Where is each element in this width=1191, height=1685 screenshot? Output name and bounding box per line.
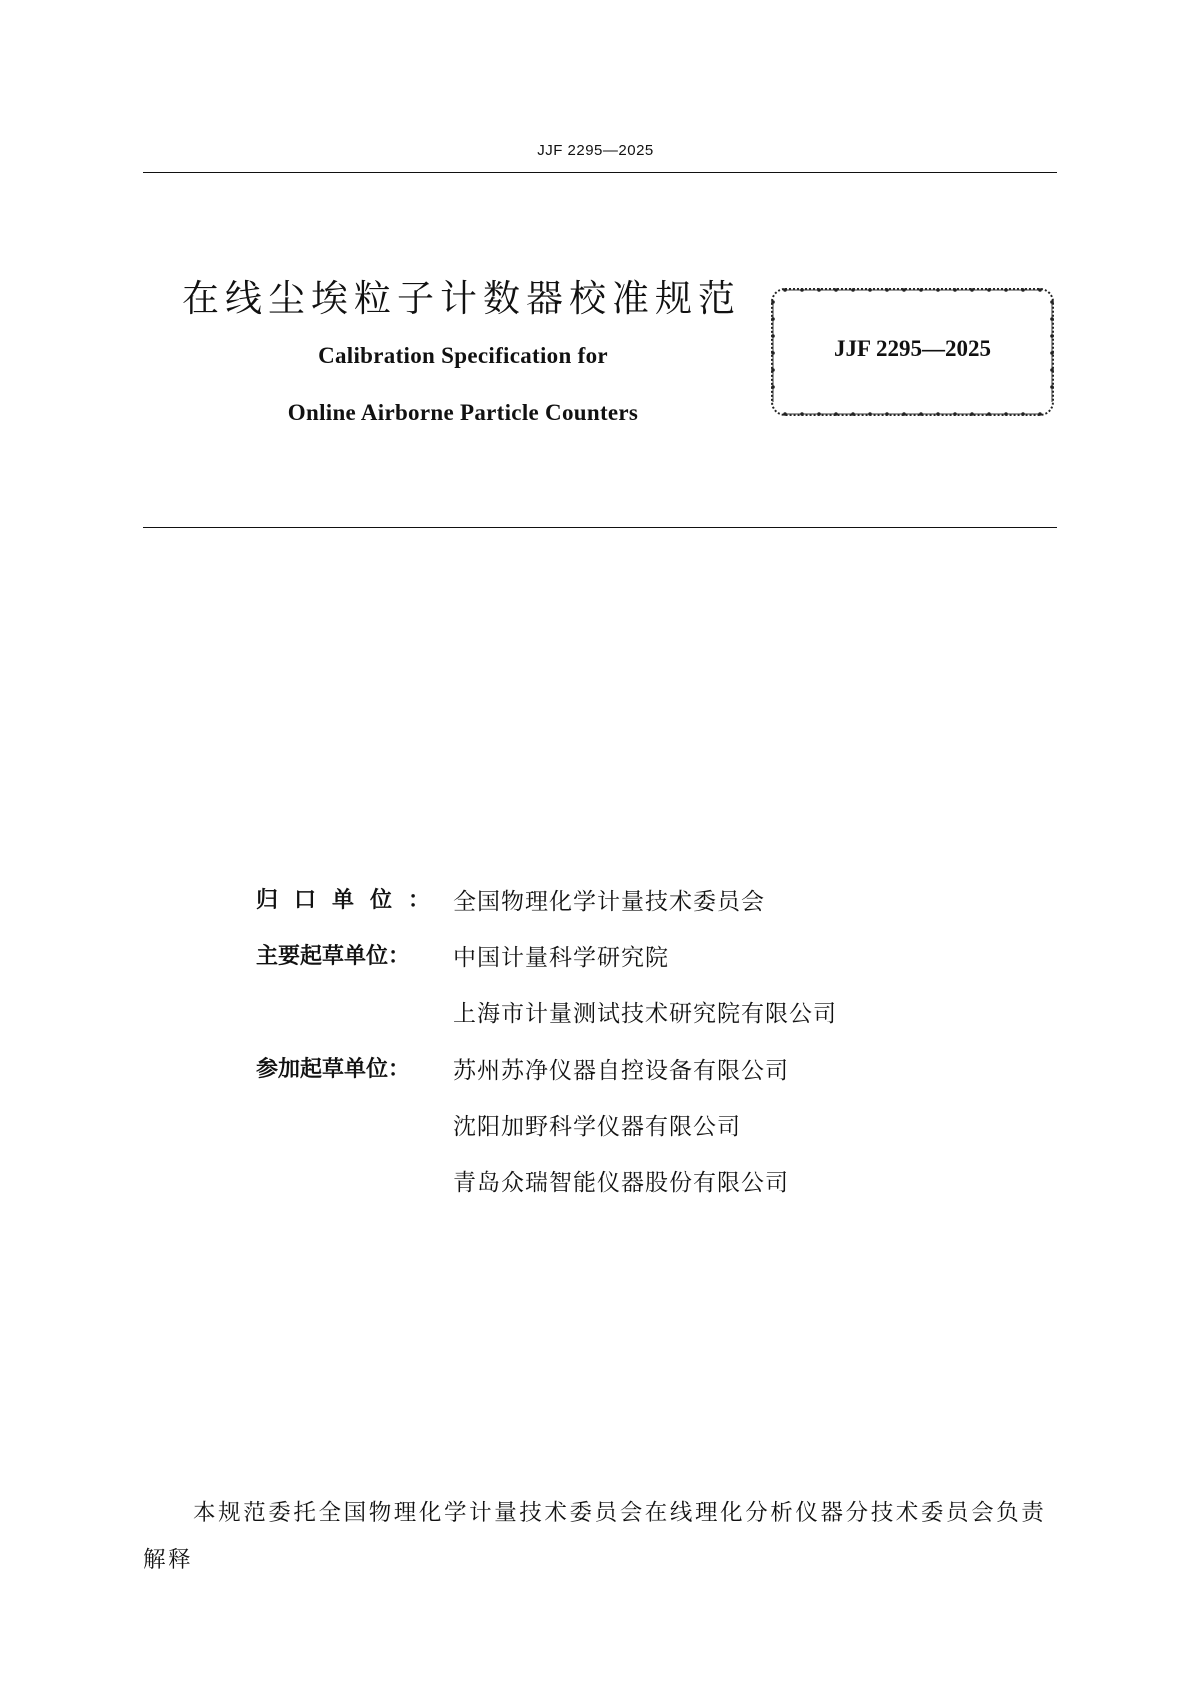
participating-unit-1: 苏州苏净仪器自控设备有限公司 [453,1058,789,1084]
main-drafting-unit-1: 中国计量科学研究院 [453,945,669,971]
main-drafting-label: 主要起草单位： [256,944,411,969]
top-rule [143,172,1057,173]
responsible-label: 归口单位： [256,888,447,913]
title-english-line-2: Online Airborne Particle Counters [287,400,639,425]
participating-unit-2: 沈阳加野科学仪器有限公司 [453,1114,741,1140]
main-drafting-unit-2: 上海市计量测试技术研究院有限公司 [453,1001,837,1027]
footer-note: 本规范委托全国物理化学计量技术委员会在线理化分析仪器分技术委员会负责解释 [143,1500,1047,1573]
participating-unit-3: 青岛众瑞智能仪器股份有限公司 [453,1170,789,1196]
title-chinese: 在线尘埃粒子计数器校准规范 [182,277,741,320]
responsible-value: 全国物理化学计量技术委员会 [453,889,765,915]
participating-label: 参加起草单位： [256,1057,411,1082]
header-code: JJF 2295—2025 [537,142,654,159]
standard-number: JJF 2295—2025 [834,336,991,361]
title-english-line-1: Calibration Specification for [318,343,608,368]
mid-rule [143,527,1057,528]
